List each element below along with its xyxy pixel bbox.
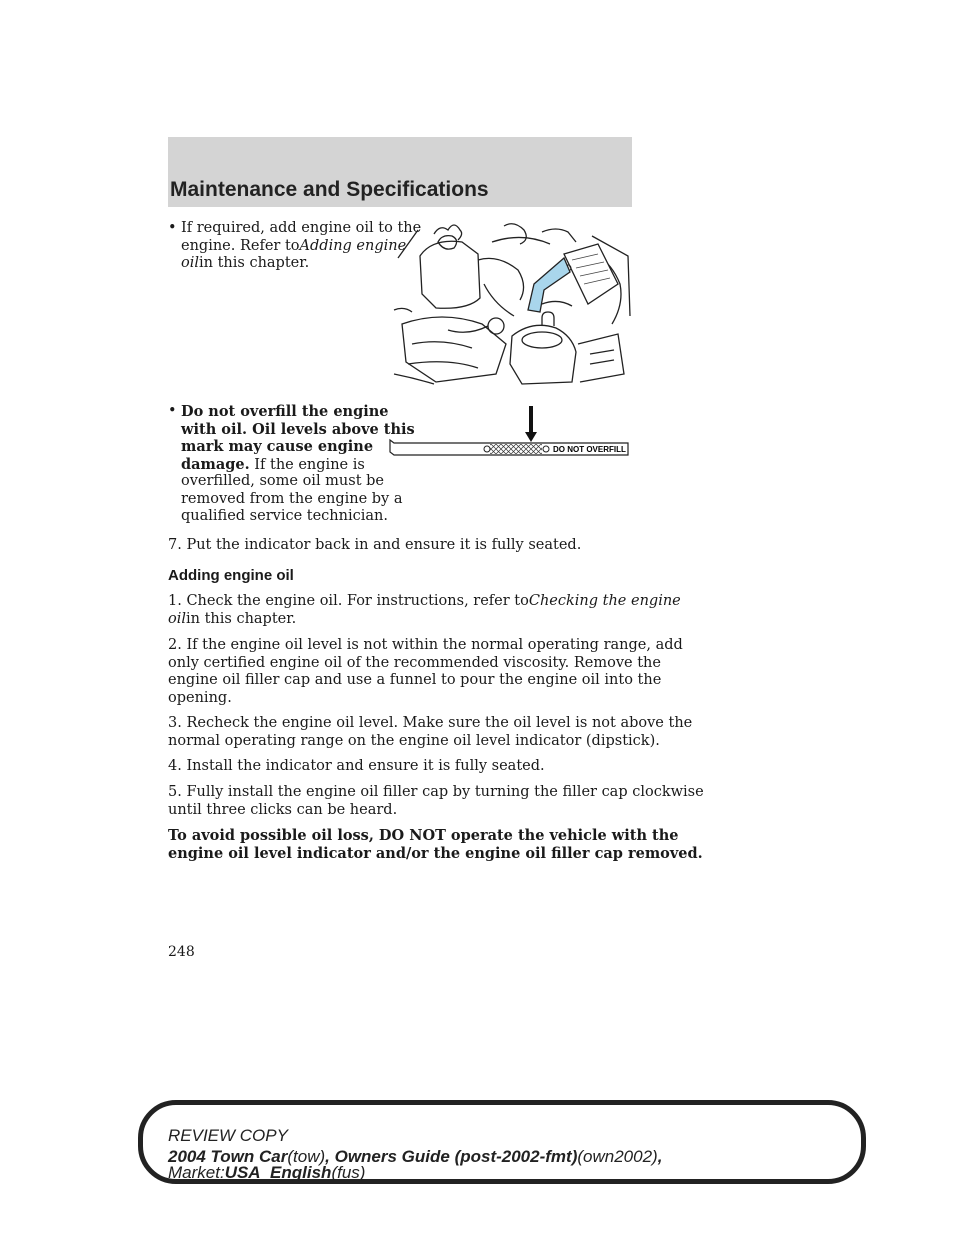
page-number: 248	[168, 944, 195, 960]
engine-oil-fill-illustration	[392, 214, 632, 386]
bullet1-line1: If required, add engine oil to the	[181, 220, 422, 236]
step1-tail: in this chapter.	[186, 610, 297, 627]
step5-line2: until three clicks can be heard.	[168, 801, 398, 818]
step2-line4: opening.	[168, 689, 232, 706]
overfill-warning-line2	[181, 421, 415, 440]
footer-review: REVIEW COPY	[168, 1126, 288, 1145]
final-warning-line2	[168, 845, 703, 864]
step4: 4. Install the indicator and ensure it is fully seated.	[168, 758, 545, 774]
footer-model: 2004 Town Car	[168, 1147, 288, 1166]
checking-engine-oil-link-cont[interactable]: oil	[168, 610, 187, 627]
overfill-text6: removed from the engine by a	[181, 490, 403, 507]
footer-market: USA_English	[224, 1163, 332, 1182]
arrow-down-icon	[525, 406, 537, 442]
overfill-warning-line1	[181, 403, 389, 422]
step3-line1: 3. Recheck the engine oil level. Make sure the oil level is not above the	[168, 715, 693, 731]
overfill-text4: If the engine is	[254, 456, 365, 473]
footer-sep: ,	[657, 1147, 663, 1166]
step2-line3: engine oil filler cap and use a funnel to pour the engine oil into the	[168, 672, 662, 688]
adding-engine-oil-link[interactable]: Adding engine	[299, 237, 407, 254]
dipstick-label: DO NOT OVERFILL	[553, 445, 626, 454]
overfill-warning-bold3: mark may cause engine	[181, 438, 374, 455]
final-warning-line1	[168, 827, 679, 846]
overfill-warning-bold2: with oil. Oil levels above this	[181, 420, 415, 438]
step2-line2: only certified engine oil of the recommended viscosity. Remove the	[168, 654, 661, 671]
step1-text: 1. Check the engine oil. For instructions, refer to	[168, 593, 529, 609]
step1-line2	[168, 611, 296, 629]
overfill-text5: overfilled, some oil must be	[181, 473, 385, 489]
footer-guide: Owners Guide (post-2002-fmt)	[334, 1147, 578, 1166]
page-title: Maintenance and Specifications	[170, 178, 489, 201]
overfill-warning-line3	[181, 438, 373, 457]
footer-sep: ,	[325, 1147, 335, 1166]
footer-market-code: (fus)	[331, 1163, 366, 1182]
overfill-warning-bold1: Do not overfill the engine	[181, 403, 389, 420]
overfill-warning-line4	[181, 456, 365, 475]
bullet1-text: engine. Refer to	[181, 237, 300, 254]
bullet1-tail: in this chapter.	[199, 255, 310, 271]
adding-engine-oil-link-cont[interactable]: oil	[181, 255, 200, 271]
checking-engine-oil-link[interactable]: Checking the engine	[528, 593, 681, 609]
step2-line1: 2. If the engine oil level is not within the normal operating range, add	[168, 637, 683, 653]
bullet-marker: •	[168, 220, 177, 236]
overfill-text7: qualified service technician.	[181, 508, 388, 524]
dipstick-illustration	[386, 404, 632, 462]
step7: 7. Put the indicator back in and ensure it is fully seated.	[168, 537, 582, 553]
bullet1-line2	[181, 238, 406, 256]
footer-market-line	[168, 1163, 365, 1183]
review-copy-footer	[138, 1100, 866, 1184]
overfill-warning-bold4: damage.	[181, 455, 250, 473]
step1-line1	[168, 593, 681, 611]
bullet1-line3	[181, 255, 309, 273]
footer-guide-code: (own2002)	[577, 1147, 658, 1166]
footer-market-label: Market:	[168, 1163, 225, 1182]
step5-line1: 5. Fully install the engine oil filler cap by turning the filler cap clockwise	[168, 784, 704, 800]
final-warning-bold2: engine oil level indicator and/or the engine oil filler cap removed.	[168, 844, 703, 862]
footer-model-code: (tow)	[287, 1147, 326, 1166]
bullet-marker: •	[168, 403, 177, 419]
step3-line2: normal operating range on the engine oil level indicator (dipstick).	[168, 732, 660, 749]
section-heading: Adding engine oil	[168, 567, 294, 584]
final-warning-bold1: To avoid possible oil loss, DO NOT operate the vehicle with the	[168, 827, 679, 844]
